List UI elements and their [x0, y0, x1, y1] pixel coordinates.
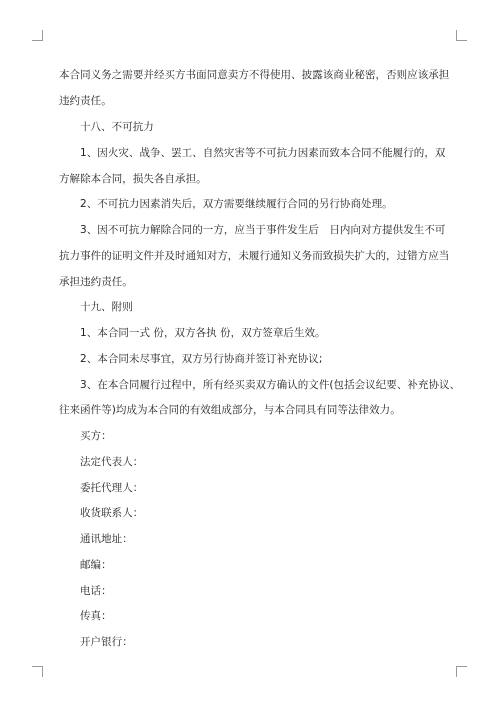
paragraph-line: 承担违约责任。	[59, 276, 133, 288]
paragraph-line: 1、本合同一式 份，双方各执 份，双方签章后生效。	[80, 327, 326, 339]
corner-mark-top-right	[456, 30, 467, 41]
paragraph-line: 违约责任。	[59, 95, 112, 107]
form-field-label: 法定代表人：	[80, 456, 144, 468]
section-heading: 十八、不可抗力	[80, 121, 154, 133]
paragraph-line: 2、本合同未尽事宜，双方另行协商并签订补充协议;	[80, 353, 323, 365]
paragraph-line: 3、在本合同履行过程中，所有经买卖双方确认的文件(包括会议纪要、补充协议、	[80, 379, 461, 391]
corner-mark-top-left	[32, 30, 43, 41]
form-field-label: 委托代理人：	[80, 482, 144, 494]
section-heading: 十九、附则	[80, 301, 133, 313]
paragraph-line: 1、因火灾、战争、罢工、自然灾害等不可抗力因素而致本合同不能履行的，双	[80, 147, 446, 159]
paragraph-line: 2、不可抗力因素消失后，双方需要继续履行合同的另行协商处理。	[80, 198, 393, 210]
paragraph-line: 抗力事件的证明文件并及时通知对方，未履行通知义务而致损失扩大的，过错方应当	[59, 250, 450, 262]
form-field-label: 通讯地址：	[80, 533, 133, 545]
corner-mark-bottom-left	[32, 666, 43, 677]
form-field-label: 电话：	[80, 585, 112, 597]
paragraph-line: 方解除本合同，损失各自承担。	[59, 173, 207, 185]
paragraph-line: 本合同义务之需要并经买方书面同意卖方不得使用、披露该商业秘密，否则应该承担	[59, 69, 450, 81]
form-field-label: 传真：	[80, 610, 112, 622]
paragraph-line: 往来函件等)均成为本合同的有效组成部分，与本合同具有同等法律效力。	[59, 404, 401, 416]
form-field-label: 买方：	[80, 430, 112, 442]
form-field-label: 收货联系人：	[80, 507, 144, 519]
corner-mark-bottom-right	[456, 666, 467, 677]
form-field-label: 邮编：	[80, 559, 112, 571]
paragraph-line: 3、因不可抗力解除合同的一方，应当于事件发生后 日内向对方提供发生不可	[80, 224, 446, 236]
form-field-label: 开户银行：	[80, 636, 133, 648]
